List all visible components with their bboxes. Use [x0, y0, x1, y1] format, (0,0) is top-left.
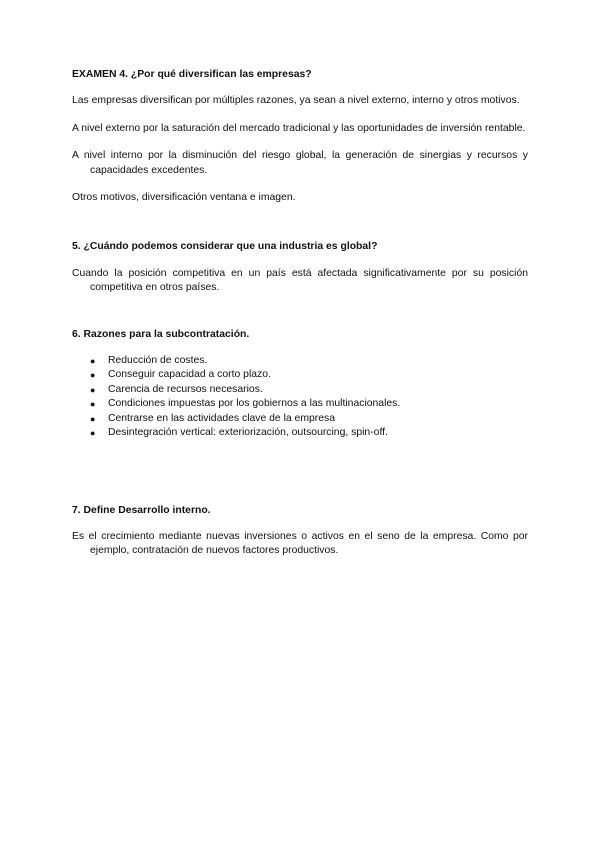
- paragraph-internal-level: A nivel interno por la disminución del riesgo global, la generación de sinergias y recursos y capacidades excedentes.: [72, 150, 528, 176]
- list-item: [90, 354, 528, 368]
- list-item-text: Centrarse en las actividades clave de la empresa: [108, 412, 335, 424]
- list-item-text: Condiciones impuestas por los gobiernos a las multinacionales.: [108, 398, 401, 410]
- subcontracting-reasons-list: [72, 354, 528, 440]
- document-body: [72, 68, 528, 559]
- paragraph-other-motives: Otros motivos, diversificación ventana e imagen.: [72, 192, 296, 204]
- paragraph-global-industry: Cuando la posición competitiva en un país está afectada significativamente por su posición competitiva en otros países.: [72, 267, 528, 294]
- bullet-icon: ●: [90, 399, 96, 410]
- section-heading-question-5: 5. ¿Cuándo podemos considerar que una industria es global?: [72, 241, 378, 253]
- paragraph-internal-development: Es el crecimiento mediante nuevas inversiones o activos en el seno de la empresa. Como por ejemplo, contratación de nuevos factores productivos.: [72, 530, 528, 557]
- list-item: [90, 383, 528, 397]
- bullet-icon: ●: [90, 413, 96, 424]
- paragraph-external-level: A nivel externo por la saturación del mercado tradicional y las oportunidades de inversión rentable.: [72, 122, 526, 134]
- list-item: [90, 426, 528, 440]
- list-item-text: Reducción de costes.: [108, 355, 208, 367]
- bullet-icon: ●: [90, 428, 96, 439]
- list-item-text: Conseguir capacidad a corto plazo.: [108, 369, 271, 381]
- list-item-text: Carencia de recursos necesarios.: [108, 383, 263, 395]
- list-item-text: Desintegración vertical: exteriorización, outsourcing, spin-off.: [108, 427, 388, 439]
- paragraph-diversification-reasons: Las empresas diversifican por múltiples razones, ya sean a nivel externo, interno y otros motivos.: [72, 95, 520, 107]
- bullet-icon: ●: [90, 370, 96, 381]
- section-heading-question-7: 7. Define Desarrollo interno.: [72, 504, 211, 516]
- list-item: [90, 368, 528, 382]
- section-heading-exam-4: EXAMEN 4. ¿Por qué diversifican las empresas?: [72, 69, 312, 80]
- list-item: [90, 412, 528, 426]
- section-heading-question-6: 6. Razones para la subcontratación.: [72, 328, 250, 340]
- bullet-icon: ●: [90, 384, 96, 395]
- list-item: [90, 397, 528, 411]
- bullet-icon: ●: [90, 356, 96, 367]
